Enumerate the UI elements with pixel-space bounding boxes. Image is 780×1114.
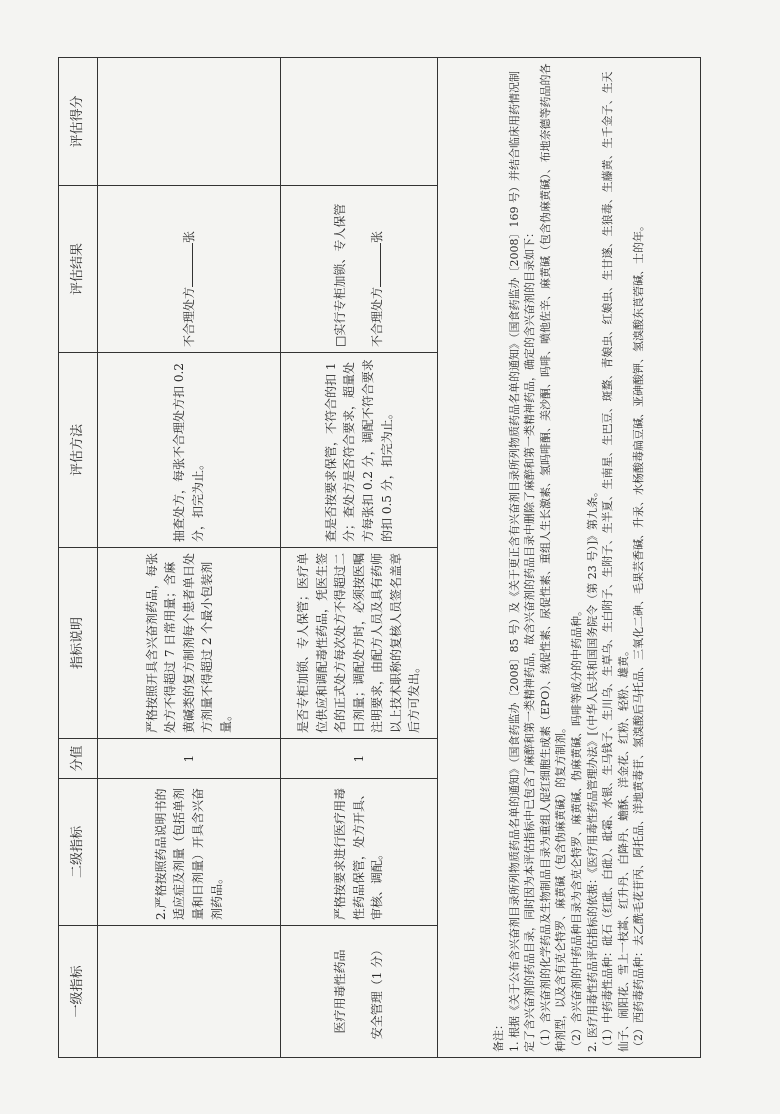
notes-title: 备注：: [491, 1019, 505, 1052]
table-row: [281, 58, 438, 1058]
row1-level1: [98, 926, 281, 1058]
row2-result-suffix: 张: [370, 230, 384, 243]
row2-result-prefix: 不合理处方: [370, 286, 384, 347]
row2-level1-a: 医疗用毒性药品: [333, 949, 348, 1034]
row1-score: 1: [98, 739, 281, 779]
note-2b: （2）西药毒药品种：去乙酰毛花苷丙、阿托品、洋地黄毒苷、氢溴酸后马托品、三氧化二砷、毛果芸香碱、升汞、水杨酸毒扁豆碱、亚砷酸钾、氢溴酸东莨菪碱、士的年。: [632, 220, 646, 1052]
rotated-page: [58, 58, 712, 1058]
row2-result-blank[interactable]: [368, 243, 381, 287]
header-level1: 一级指标: [59, 926, 98, 1058]
row1-desc: 严格按照开具含兴奋剂药品，每张处方不得超过 7 日常用量；含麻黄碱类的复方制剂每个患者单日处方剂量不得超过 2 个最小包装剂量。: [98, 548, 281, 739]
header-row: [59, 58, 98, 1058]
row2-level2: 严格按要求进行医疗用毒性药品保管，处方开具、审核、调配。: [281, 779, 438, 926]
notes-row: [438, 58, 701, 1058]
row2-level1: [281, 926, 438, 1058]
row2-method: 查是否按要求保管，不符合的扣 1 分；查处方是否符合要求，超量处方每张扣 0.2 分，调配不符合要求的扣 0.5 分，扣完为止。: [281, 353, 438, 548]
row1-result-suffix: 张: [181, 230, 196, 243]
note-2: 2. 医疗用毒性药品评估指标的依据：《医疗用毒性药品管理办法》[（中华人民共和国国务院令（第 23 号）]》第九条。: [585, 485, 599, 1052]
row1-result-prefix: 不合理处方: [181, 286, 196, 347]
row2-result: [281, 186, 438, 353]
row1-result: [98, 186, 281, 353]
row1-result-blank[interactable]: [180, 243, 193, 287]
row2-desc: 是否专柜加锁、专人保管；医疗单位供应和调配毒性药品，凭医生签名的正式处方每次处方不得超过二日剂量；调配处方时，必须按医嘱注明要求，由配方人员及具有药师以上技术职称的复核人员签名盖章后方可发出。: [281, 548, 438, 739]
row2-level1-b: 安全管理（1 分）: [370, 943, 384, 1040]
note-1: 1. 根据《关于公布含兴奋剂目录所列物质药品名单的通知》（国食药监办〔2008〕85 号）及《关于更正含有兴奋剂目录所列物质药品名单的通知》（国食药监办〔2008〕169 号）并结合临床用药情况制定了含兴奋剂的药品目录，同时因为本评估指标中已包含了麻醉和第一类精神药品，故含兴奋剂的药品目录中删除了麻醉和第一类精神药品，确定的含兴奋剂的目录如下：: [507, 71, 537, 1052]
note-2a: （1）中药毒性品种：砒石（红砒、白砒）、砒霜、水银、生马钱子、生川乌、生草乌、生白附子、生附子、生半夏、生南星、生巴豆、斑蝥、青娘虫、红娘虫、生甘遂、生狼毒、生藤黄、生千金子、生天仙子、闹阳花、雪上一枝蒿、红升丹、白降丹、蟾酥、洋金花、红粉、轻粉、雄黄。: [601, 71, 630, 1052]
row1-level2: 2.严格按照药品说明书的适应症及剂量（包括单剂量和日剂量）开具含兴奋剂药品。: [98, 779, 281, 926]
row2-score: 1: [281, 739, 438, 779]
row1-method: 抽查处方，每张不合理处方扣 0.2 分，扣完为止。: [98, 353, 281, 548]
note-1b: （2）含兴奋剂的中药品种目录为含克仑特罗、麻黄碱、伪麻黄碱、吗啡等成分的中药品种。: [570, 605, 583, 1052]
header-method: 评估方法: [59, 353, 98, 548]
notes-cell: [438, 58, 701, 1058]
header-points: 评估得分: [59, 58, 98, 186]
header-level2: 二级指标: [59, 779, 98, 926]
row2-result-checkbox[interactable]: □实行专柜加锁、专人保管: [333, 203, 348, 347]
evaluation-table: [58, 57, 701, 1058]
header-score: 分值: [59, 739, 98, 779]
header-desc: 指标说明: [59, 548, 98, 739]
row2-points[interactable]: [281, 58, 438, 186]
table-row: [98, 58, 281, 1058]
note-1a: （1）含兴奋剂的化学药品及生物制品目录为重组人促红细胞生成素（EPO）、绒促性素、尿促性素、重组人生长激素、氢吗啡酮、美沙酮、吗啡、喷他佐辛、麻黄碱（包含伪麻黄碱）、布地奈德等药品的各种剂型，以及含有克仑特罗、麻黄碱（包含伪麻黄碱）的复方制剂。: [538, 63, 568, 1052]
row1-points[interactable]: [98, 58, 281, 186]
header-result: 评估结果: [59, 186, 98, 353]
